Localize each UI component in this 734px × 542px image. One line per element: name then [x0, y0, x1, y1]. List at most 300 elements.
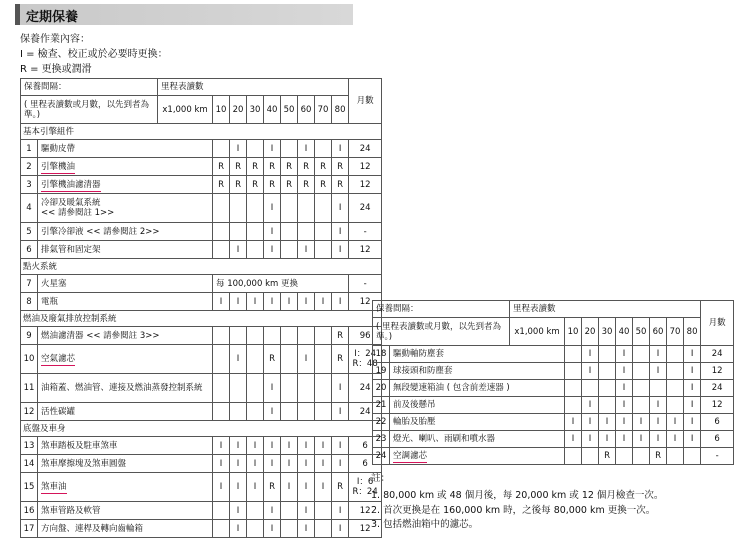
schedule-cell [633, 380, 650, 397]
maintenance-table-1 [20, 78, 382, 538]
interval-note-cell: ( 里程表讀數或月數，以先到者為準。) [373, 318, 510, 346]
schedule-cell: I [247, 455, 264, 473]
schedule-cell: I [616, 346, 633, 363]
schedule-cell: I [264, 241, 281, 259]
table-row [21, 345, 382, 374]
section-row [21, 311, 382, 327]
row-item [38, 345, 213, 374]
schedule-cell: R [264, 345, 281, 374]
schedule-cell: R [264, 176, 281, 194]
interval-label-cell: 保養間隔： [21, 79, 158, 96]
schedule-cell [599, 380, 616, 397]
table-row [373, 414, 734, 431]
months-cell: 24 [349, 194, 382, 223]
schedule-cell: I [684, 414, 701, 431]
maintenance-table-2 [372, 300, 734, 465]
schedule-cell: I [230, 520, 247, 538]
row-item: 煞車管路及軟管 [38, 502, 213, 520]
row-item: 方向盤、連桿及轉向齒輪箱 [38, 520, 213, 538]
months-cell: 6 [701, 414, 734, 431]
schedule-cell [599, 346, 616, 363]
schedule-cell [213, 140, 230, 158]
schedule-cell: I [298, 140, 315, 158]
schedule-cell [213, 374, 230, 403]
schedule-cell [616, 448, 633, 465]
schedule-cell: R [298, 158, 315, 176]
table-row [21, 176, 382, 194]
schedule-cell [315, 327, 332, 345]
schedule-cell: I [582, 397, 599, 414]
schedule-cell [213, 241, 230, 259]
schedule-cell [230, 403, 247, 421]
intro-line-3: R = 更換或潤滑 [20, 64, 92, 75]
schedule-cell: R [332, 327, 349, 345]
schedule-cell: I [247, 473, 264, 502]
note-3: 3. 包括燃油箱中的濾芯。 [371, 519, 479, 530]
underlined-item-text: 引擎機油 [41, 161, 76, 172]
km-col-header: 10 [213, 96, 230, 124]
months-cell: - [701, 448, 734, 465]
schedule-cell: I [298, 241, 315, 259]
row-number: 3 [21, 176, 38, 194]
table-row [21, 403, 382, 421]
table-row [21, 374, 382, 403]
section-header: 點火系統 [21, 259, 382, 275]
row-item: 燈光、喇叭、雨刷和噴水器 [390, 431, 565, 448]
schedule-cell: I [650, 397, 667, 414]
schedule-cell: R [281, 176, 298, 194]
schedule-cell [247, 140, 264, 158]
schedule-cell [315, 374, 332, 403]
months-cell: 6 [349, 455, 382, 473]
months-cell: 12 [349, 520, 382, 538]
schedule-cell [230, 327, 247, 345]
schedule-cell: I [230, 293, 247, 311]
schedule-cell [281, 403, 298, 421]
schedule-cell [281, 241, 298, 259]
schedule-cell: I [264, 502, 281, 520]
months-cell: 96 [349, 327, 382, 345]
notes-heading: 註： [371, 473, 391, 484]
underlined-item-text: 空氣濾芯 [41, 354, 76, 364]
months-cell: 24 [701, 380, 734, 397]
km-col-header: 80 [684, 318, 701, 346]
schedule-cell: I [213, 455, 230, 473]
km-col-header: 40 [616, 318, 633, 346]
months-cell: 12 [349, 176, 382, 194]
odometer-label-cell: 里程表讀數 [158, 79, 349, 96]
schedule-cell: I [667, 414, 684, 431]
schedule-cell: I [230, 455, 247, 473]
page-title-bar [15, 4, 353, 25]
schedule-cell: R [213, 176, 230, 194]
schedule-cell: I [281, 455, 298, 473]
schedule-cell: I [616, 380, 633, 397]
underlined-item-text: 空調濾芯 [393, 451, 428, 461]
schedule-cell [582, 448, 599, 465]
km-col-header: 30 [247, 96, 264, 124]
schedule-cell [315, 194, 332, 223]
row-number: 20 [373, 380, 390, 397]
schedule-cell [315, 502, 332, 520]
schedule-cell [633, 397, 650, 414]
schedule-cell: I [616, 431, 633, 448]
schedule-cell [281, 327, 298, 345]
schedule-cell: I [213, 437, 230, 455]
row-number: 2 [21, 158, 38, 176]
table-row [21, 293, 382, 311]
table-row [21, 241, 382, 259]
schedule-cell [565, 448, 582, 465]
schedule-cell: R [332, 345, 349, 374]
months-cell: 24 [349, 403, 382, 421]
schedule-cell: R [315, 158, 332, 176]
schedule-cell [213, 223, 230, 241]
table-row [21, 437, 382, 455]
schedule-cell: R [650, 448, 667, 465]
odometer-label-cell: 里程表讀數 [510, 301, 701, 318]
schedule-cell: I [582, 414, 599, 431]
row-item: 火星塞 [38, 275, 213, 293]
schedule-cell: I [264, 455, 281, 473]
row-item: 無段變速箱油 ( 包含前差速器 ) [390, 380, 565, 397]
schedule-cell [582, 380, 599, 397]
schedule-cell: I [298, 455, 315, 473]
row-item: 引擎冷卻液 << 請參閱註 2>> [38, 223, 213, 241]
row-item: 前及後懸吊 [390, 397, 565, 414]
schedule-cell [281, 194, 298, 223]
schedule-cell [213, 345, 230, 374]
schedule-cell [247, 327, 264, 345]
schedule-cell: R [230, 158, 247, 176]
schedule-cell: I [247, 437, 264, 455]
schedule-cell [650, 380, 667, 397]
schedule-cell: R [315, 176, 332, 194]
schedule-cell [281, 374, 298, 403]
schedule-cell [247, 374, 264, 403]
interval-label-cell: 保養間隔： [373, 301, 510, 318]
schedule-cell: I [298, 502, 315, 520]
schedule-cell: I [315, 437, 332, 455]
schedule-cell: I [230, 345, 247, 374]
row-item [38, 176, 213, 194]
row-item: 排氣管和固定架 [38, 241, 213, 259]
schedule-cell: I [230, 140, 247, 158]
schedule-cell: R [332, 158, 349, 176]
schedule-cell: I [264, 194, 281, 223]
schedule-cell [667, 380, 684, 397]
schedule-cell [298, 403, 315, 421]
row-item: 油箱蓋、燃油管、連接及燃油蒸發控制系統 [38, 374, 213, 403]
schedule-cell: I [650, 363, 667, 380]
schedule-cell [298, 223, 315, 241]
row-number: 13 [21, 437, 38, 455]
schedule-cell [565, 397, 582, 414]
schedule-cell: R [213, 158, 230, 176]
schedule-cell: I [332, 293, 349, 311]
row-item [38, 473, 213, 502]
months-cell: - [349, 223, 382, 241]
row-number: 4 [21, 194, 38, 223]
row-item: 球接頭和防塵套 [390, 363, 565, 380]
schedule-cell: I [684, 346, 701, 363]
months-cell: 6 [349, 437, 382, 455]
schedule-cell: R [298, 176, 315, 194]
schedule-cell: I [332, 455, 349, 473]
schedule-cell: I [264, 520, 281, 538]
schedule-cell [315, 223, 332, 241]
schedule-cell: I [264, 140, 281, 158]
schedule-cell [565, 380, 582, 397]
schedule-cell [633, 346, 650, 363]
months-cell: 12 [349, 158, 382, 176]
table-row [21, 473, 382, 502]
km-col-header: 10 [565, 318, 582, 346]
schedule-cell: I [616, 414, 633, 431]
table-row [21, 327, 382, 345]
schedule-cell [667, 448, 684, 465]
schedule-cell: I [281, 293, 298, 311]
row-number: 6 [21, 241, 38, 259]
section-row [21, 124, 382, 140]
schedule-cell [213, 502, 230, 520]
schedule-cell [315, 403, 332, 421]
row-number: 24 [373, 448, 390, 465]
row-number: 21 [373, 397, 390, 414]
schedule-cell: I [298, 437, 315, 455]
schedule-cell: I [684, 431, 701, 448]
schedule-cell: I [650, 346, 667, 363]
months-cell: 12 [701, 363, 734, 380]
section-header: 燃油及廢氣排放控制系統 [21, 311, 382, 327]
schedule-cell [298, 374, 315, 403]
months-cell: - [349, 275, 382, 293]
schedule-cell [281, 140, 298, 158]
underlined-item-text: 煞車油 [41, 482, 67, 492]
months-cell: I：24 R：48 [349, 345, 382, 374]
months-cell: 12 [349, 293, 382, 311]
km-col-header: 20 [230, 96, 247, 124]
schedule-cell [633, 363, 650, 380]
schedule-cell [247, 241, 264, 259]
row-number: 9 [21, 327, 38, 345]
page-title: 定期保養 [26, 10, 79, 25]
schedule-cell: R [332, 176, 349, 194]
schedule-cell: I [684, 380, 701, 397]
schedule-cell [315, 241, 332, 259]
schedule-cell: I [565, 414, 582, 431]
row-number: 23 [373, 431, 390, 448]
schedule-cell: I [332, 140, 349, 158]
schedule-cell: I [684, 397, 701, 414]
interval-span-text: 每 100,000 km 更換 [213, 275, 349, 293]
schedule-cell: I [650, 431, 667, 448]
schedule-cell [667, 346, 684, 363]
schedule-cell: I [213, 473, 230, 502]
schedule-cell: I [315, 455, 332, 473]
row-number: 16 [21, 502, 38, 520]
schedule-cell: I [264, 437, 281, 455]
row-number: 10 [21, 345, 38, 374]
schedule-cell: I [298, 520, 315, 538]
table-row [21, 502, 382, 520]
row-number: 14 [21, 455, 38, 473]
schedule-cell: I [633, 431, 650, 448]
km-col-header: 80 [332, 96, 349, 124]
schedule-cell [298, 194, 315, 223]
schedule-cell [315, 345, 332, 374]
schedule-cell: I [298, 345, 315, 374]
schedule-cell: I [213, 293, 230, 311]
table-row [21, 455, 382, 473]
schedule-cell [230, 223, 247, 241]
schedule-cell: I [332, 502, 349, 520]
schedule-cell: I [230, 437, 247, 455]
row-item: 活性碳罐 [38, 403, 213, 421]
schedule-cell [281, 223, 298, 241]
schedule-cell [247, 345, 264, 374]
row-number: 12 [21, 403, 38, 421]
schedule-cell: I [599, 414, 616, 431]
schedule-cell: I [315, 293, 332, 311]
schedule-cell [599, 363, 616, 380]
row-item: 冷卻及暖氣系統 << 請參閱註 1>> [38, 194, 213, 223]
schedule-cell: I [264, 374, 281, 403]
schedule-cell: I [332, 437, 349, 455]
km-col-header: 60 [650, 318, 667, 346]
schedule-cell [247, 502, 264, 520]
schedule-cell [684, 448, 701, 465]
km-col-header: 60 [298, 96, 315, 124]
row-number: 1 [21, 140, 38, 158]
intro-line-1: 保養作業內容： [20, 34, 90, 45]
row-number: 22 [373, 414, 390, 431]
row-item: 驅動軸防塵套 [390, 346, 565, 363]
row-item: 煞車踏板及駐車煞車 [38, 437, 213, 455]
km-col-header: 70 [315, 96, 332, 124]
schedule-cell [213, 403, 230, 421]
note-1: 1. 80,000 km 或 48 個月後，每 20,000 km 或 12 個月檢查一次。 [371, 490, 664, 501]
row-number: 19 [373, 363, 390, 380]
schedule-cell: I [332, 374, 349, 403]
schedule-cell: I [332, 241, 349, 259]
schedule-cell [281, 502, 298, 520]
months-cell: 12 [349, 502, 382, 520]
schedule-cell: I [582, 431, 599, 448]
km-col-header: 50 [633, 318, 650, 346]
row-item: 電瓶 [38, 293, 213, 311]
table-row [373, 397, 734, 414]
months-header: 月數 [349, 79, 382, 124]
row-number: 11 [21, 374, 38, 403]
table-row [373, 346, 734, 363]
months-cell: 6 [701, 431, 734, 448]
schedule-cell [264, 327, 281, 345]
schedule-cell: I [582, 346, 599, 363]
schedule-cell [633, 448, 650, 465]
schedule-cell [213, 327, 230, 345]
schedule-cell: I [264, 293, 281, 311]
schedule-cell: R [599, 448, 616, 465]
table-row [21, 194, 382, 223]
schedule-cell: I [332, 194, 349, 223]
months-cell: 24 [349, 140, 382, 158]
note-2: 2. 首次更換是在 160,000 km 時，之後每 80,000 km 更換一次。 [371, 505, 656, 516]
schedule-cell [315, 520, 332, 538]
row-number: 5 [21, 223, 38, 241]
row-item [390, 448, 565, 465]
schedule-cell: I [332, 223, 349, 241]
schedule-cell [565, 346, 582, 363]
intro-line-2: I = 檢查、校正或於必要時更換： [20, 49, 168, 60]
row-item: 燃油濾清器 << 請參閱註 3>> [38, 327, 213, 345]
row-number: 15 [21, 473, 38, 502]
schedule-cell [298, 327, 315, 345]
row-item: 輪胎及胎壓 [390, 414, 565, 431]
table-row [21, 140, 382, 158]
interval-note-cell: ( 里程表讀數或月數，以先到者為準。) [21, 96, 158, 124]
schedule-cell: I [633, 414, 650, 431]
schedule-cell [281, 345, 298, 374]
table-row [373, 448, 734, 465]
row-number: 7 [21, 275, 38, 293]
months-cell: 24 [349, 374, 382, 403]
schedule-cell: R [247, 176, 264, 194]
row-number: 17 [21, 520, 38, 538]
schedule-cell [230, 194, 247, 223]
km-col-header: 30 [599, 318, 616, 346]
schedule-cell [281, 520, 298, 538]
schedule-cell: I [298, 473, 315, 502]
underlined-item-text: 引擎機油濾清器 [41, 179, 101, 190]
km-col-header: 20 [582, 318, 599, 346]
section-header: 底盤及車身 [21, 421, 382, 437]
row-number: 8 [21, 293, 38, 311]
schedule-cell: I [315, 473, 332, 502]
schedule-cell: I [298, 293, 315, 311]
schedule-cell: I [616, 363, 633, 380]
row-item: 驅動皮帶 [38, 140, 213, 158]
schedule-cell: R [247, 158, 264, 176]
table-row [21, 520, 382, 538]
unit-header: x1,000 km [510, 318, 565, 346]
schedule-cell [230, 374, 247, 403]
months-header: 月數 [701, 301, 734, 346]
months-cell: I：6 R：24 [349, 473, 382, 502]
schedule-cell [247, 194, 264, 223]
schedule-cell: I [599, 431, 616, 448]
section-header: 基本引擎組件 [21, 124, 382, 140]
months-cell: 12 [349, 241, 382, 259]
table-row [21, 223, 382, 241]
schedule-cell: I [332, 520, 349, 538]
schedule-cell: I [230, 473, 247, 502]
row-item: 煞車摩擦塊及煞車圓盤 [38, 455, 213, 473]
schedule-cell: R [332, 473, 349, 502]
table-row [21, 158, 382, 176]
row-item [38, 158, 213, 176]
schedule-cell [213, 194, 230, 223]
schedule-cell: R [230, 176, 247, 194]
schedule-cell: I [230, 502, 247, 520]
table-row [21, 275, 382, 293]
table-row [373, 431, 734, 448]
table-row [373, 380, 734, 397]
schedule-cell: I [332, 403, 349, 421]
row-number: 18 [373, 346, 390, 363]
schedule-cell: R [281, 158, 298, 176]
schedule-cell: I [684, 363, 701, 380]
